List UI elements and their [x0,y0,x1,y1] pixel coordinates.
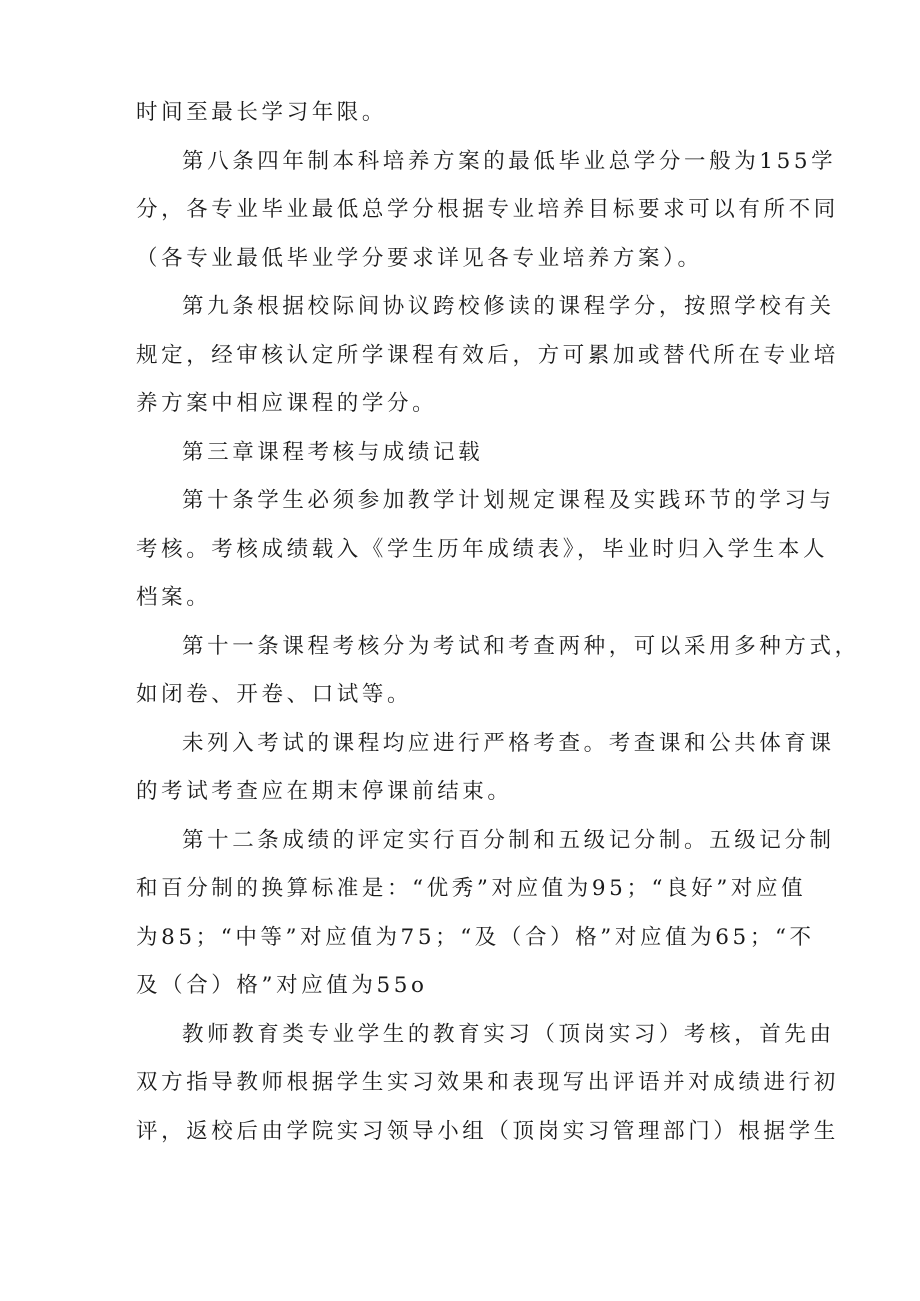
text-line: 第十条学生必须参加教学计划规定课程及实践环节的学习与 [182,488,835,513]
text-line: 双方指导教师根据学生实习效果和表现写出评语并对成绩进行初 [136,1070,839,1095]
text-line: 养方案中相应课程的学分。 [136,391,438,416]
text-line: 教师教育类专业学生的教育实习（顶岗实习）考核，首先由 [182,1021,835,1047]
text-line: 及（合）格”对应值为55o [136,973,428,998]
text-line: 第八条四年制本科培养方案的最低毕业总学分一般为155学 [182,148,837,174]
text-line: 考核。考核成绩载入《学生历年成绩表》，毕业时归入学生本人 [136,536,829,562]
text-line: 第十二条成绩的评定实行百分制和五级记分制。五级记分制 [182,827,835,853]
text-line: 第十一条课程考核分为考试和考查两种，可以采用多种方式， [182,633,860,659]
text-line: 和百分制的换算标准是：“优秀”对应值为95；“良好”对应值 [136,876,807,901]
text-line: 未列入考试的课程均应进行严格考查。考查课和公共体育课 [182,730,835,756]
text-line: 档案。 [136,585,212,610]
text-line: （各专业最低毕业学分要求详见各专业培养方案）。 [136,245,703,271]
text-line: 如闭卷、开卷、口试等。 [136,682,413,707]
text-line: 分，各专业毕业最低总学分根据专业培养目标要求可以有所不同 [136,197,839,222]
text-line: 为85；“中等”对应值为75；“及（合）格”对应值为65；“不 [136,924,815,950]
text-line: 的考试考查应在期末停课前结束。 [136,779,513,804]
text-line: 第九条根据校际间协议跨校修读的课程学分，按照学校有关 [182,294,835,319]
text-line: 时间至最长学习年限。 [136,100,388,125]
text-line: 第三章课程考核与成绩记载 [182,439,484,465]
text-line: 规定，经审核认定所学课程有效后，方可累加或替代所在专业培 [136,342,839,368]
text-line: 评，返校后由学院实习领导小组（顶岗实习管理部门）根据学生 [136,1118,839,1144]
document-body [136,97,860,1164]
